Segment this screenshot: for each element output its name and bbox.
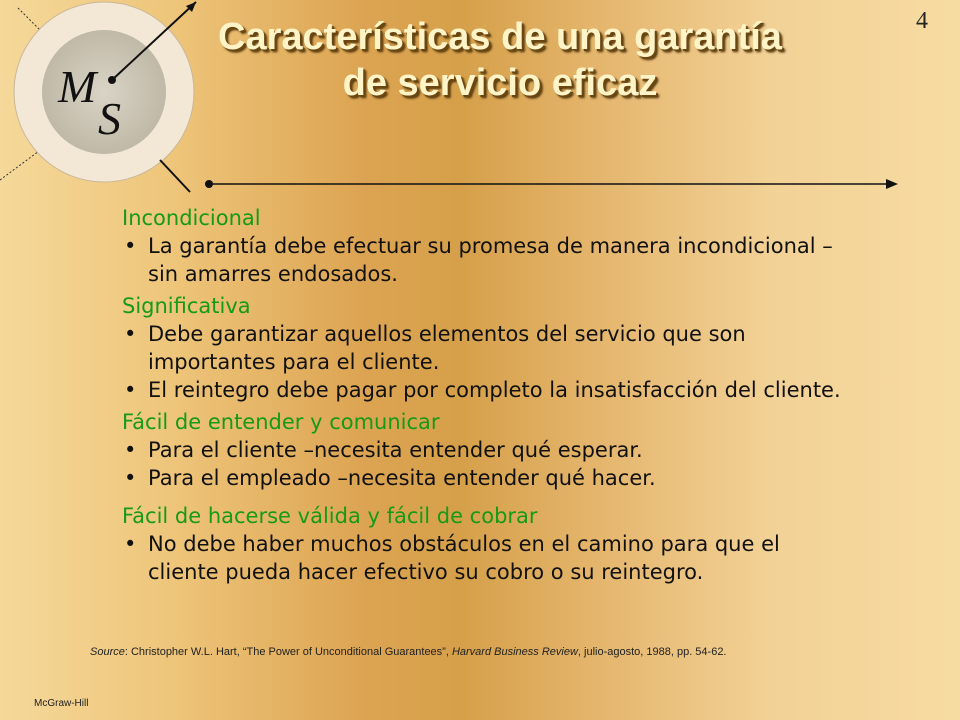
bullet-list — [122, 320, 842, 404]
slide-title-line-2: de servicio eficaz — [342, 62, 658, 104]
bullet-item: • La garantía debe efectuar su promesa de manera incondicional –sin amarres endosados. — [122, 232, 842, 288]
bullet-list — [122, 530, 842, 586]
section-heading: Significativa — [122, 294, 251, 318]
logo-letter-s: S — [98, 93, 121, 144]
section-significativa — [122, 292, 842, 404]
slide-title — [180, 14, 820, 106]
source-authors: : Christopher W.L. Hart, “The Power of Unconditional Guarantees”, — [124, 646, 452, 658]
bullet-item: • Para el empleado –necesita entender qué hacer. — [122, 464, 842, 492]
publisher-footer: McGraw-Hill — [34, 698, 89, 709]
source-journal: Harvard Business Review — [451, 646, 578, 658]
bullet-list — [122, 436, 842, 492]
bullet-item: • Para el cliente –necesita entender qué esperar. — [122, 436, 842, 464]
logo-letter-m: M — [58, 61, 97, 112]
bullet-item: • No debe haber muchos obstáculos en el camino para que el cliente pueda hacer efectivo su cobro o su reintegro. — [122, 530, 842, 586]
section-heading: Fácil de entender y comunicar — [122, 410, 440, 434]
slide-title-line-1: Características de una garantía — [218, 16, 782, 58]
source-citation — [90, 646, 727, 658]
section-heading: Incondicional — [122, 206, 261, 230]
bullet-item: • El reintegro debe pagar por completo la insatisfacción del cliente. — [122, 376, 842, 404]
section-facil-cobrar — [122, 502, 842, 586]
page-number: 4 — [916, 8, 928, 34]
bullet-item: • Debe garantizar aquellos elementos del servicio que son importantes para el cliente. — [122, 320, 842, 376]
source-label: Source — [90, 646, 125, 658]
section-facil-entender — [122, 408, 842, 492]
source-details: , julio-agosto, 1988, pp. 54-62. — [577, 646, 727, 658]
content-body — [122, 204, 842, 590]
section-incondicional — [122, 204, 842, 288]
bullet-list — [122, 232, 842, 288]
section-heading: Fácil de hacerse válida y fácil de cobrar — [122, 504, 538, 528]
